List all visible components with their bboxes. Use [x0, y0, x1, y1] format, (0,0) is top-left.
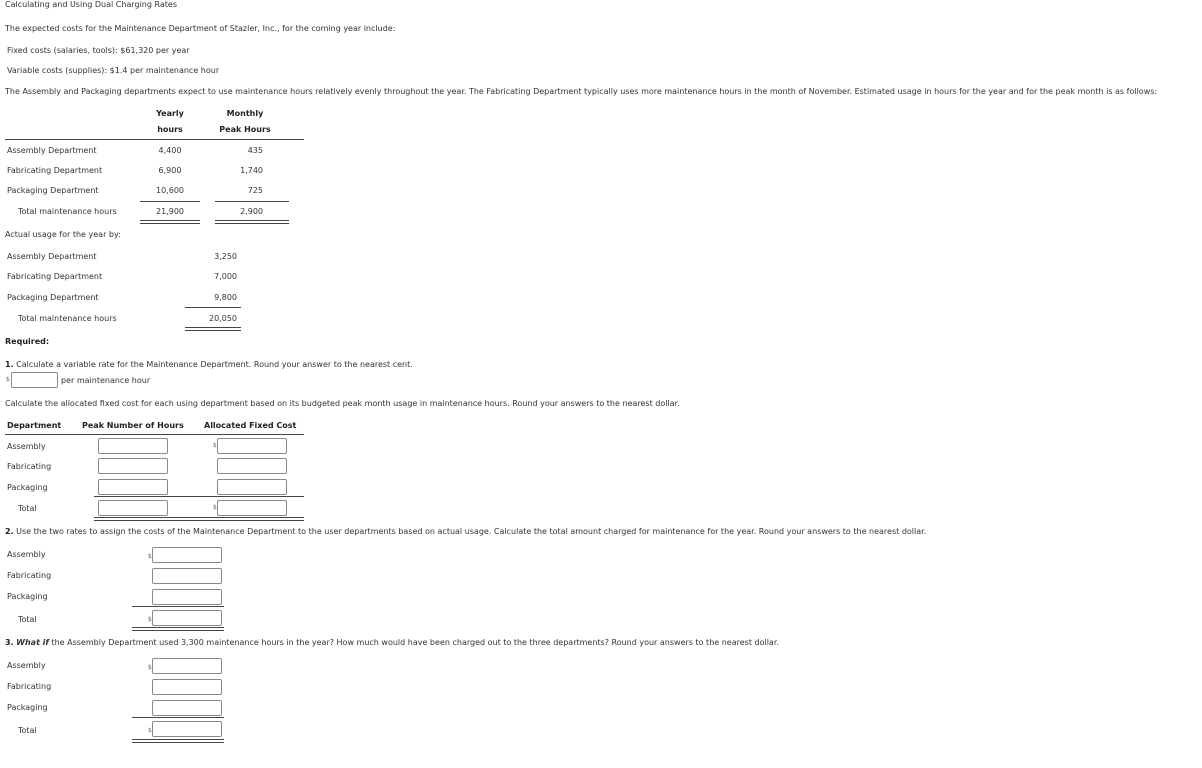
q2-packaging-input[interactable] [152, 589, 222, 605]
fixed-subtotal-rule [94, 496, 304, 497]
est-total-yearly: 21,900 [156, 207, 184, 216]
q2-row-label: Fabricating [7, 571, 52, 580]
actual-row-value: 9,800 [214, 293, 237, 302]
q3-number: 3. [5, 638, 14, 647]
q2-subtotal-rule [132, 606, 224, 607]
q2-row-label: Assembly [7, 550, 46, 559]
q3-row-label: Packaging [7, 703, 48, 712]
est-row-yearly: 4,400 [158, 146, 182, 155]
fixed-cost-instruction: Calculate the allocated fixed cost for each using department based on its budgeted peak month usage in maintenance hours. Round your answers to the nearest dollar. [5, 399, 680, 408]
usage-text: The Assembly and Packaging departments expect to use maintenance hours relatively evenly throughout the year. The Fabricating Department typically uses more maintenance hours in the month of November. Estimated usage in hours for the year and for the peak month is as follows: [5, 87, 1158, 96]
est-row-peak: 725 [247, 186, 263, 195]
subtotal-rule-peak [215, 201, 289, 202]
currency-symbol: $ [213, 504, 217, 511]
currency-symbol: $ [148, 727, 152, 734]
packaging-peak-hours-input[interactable] [98, 479, 168, 495]
est-row-peak: 1,740 [240, 166, 263, 175]
q2-instruction: Use the two rates to assign the costs of the Maintenance Department to the user departments based on actual usage. Calculate the total amount charged for maintenance for the year. Round your answers to the nearest dollar. [16, 527, 927, 536]
fixed-table-header-rule [5, 434, 304, 435]
q3-total-label: Total [18, 726, 37, 735]
est-row-yearly: 6,900 [158, 166, 182, 175]
q3-row-label: Assembly [7, 661, 46, 670]
currency-symbol: $ [148, 553, 152, 560]
actual-heading: Actual usage for the year by: [5, 230, 121, 239]
fixed-row-label: Fabricating [7, 462, 52, 471]
actual-row-label: Assembly Department [7, 252, 97, 261]
q2-total-double-rule [132, 627, 224, 631]
actual-row-value: 7,000 [214, 272, 237, 281]
q2-number: 2. [5, 527, 14, 536]
actual-row-label: Packaging Department [7, 293, 99, 302]
subtotal-rule-yearly [140, 201, 200, 202]
q1-instruction: Calculate a variable rate for the Maintenance Department. Round your answer to the nearest cent. [16, 360, 413, 369]
q3-fabricating-input[interactable] [152, 679, 222, 695]
peak-header-line1: Monthly [226, 109, 264, 118]
q2-text [5, 527, 926, 537]
q3-instruction: the Assembly Department used 3,300 maintenance hours in the year? How much would have been charged out to the three departments? Round your answers to the nearest dollar. [51, 638, 779, 647]
fixed-costs-text: Fixed costs (salaries, tools): $61,320 per year [7, 46, 190, 55]
assembly-fixed-cost-input[interactable] [217, 438, 287, 454]
q1-text [5, 360, 413, 370]
actual-total-value: 20,050 [209, 314, 237, 323]
currency-symbol: $ [213, 442, 217, 449]
q1-number: 1. [5, 360, 14, 369]
q2-fabricating-input[interactable] [152, 568, 222, 584]
q2-assembly-input[interactable] [152, 547, 222, 563]
est-row-peak: 435 [247, 146, 263, 155]
fabricating-fixed-cost-input[interactable] [217, 458, 287, 474]
page-title: Calculating and Using Dual Charging Rates [5, 0, 177, 9]
q2-total-label: Total [18, 615, 37, 624]
q3-assembly-input[interactable] [152, 658, 222, 674]
q3-row-label: Fabricating [7, 682, 52, 691]
q3-packaging-input[interactable] [152, 700, 222, 716]
actual-subtotal-rule [185, 307, 241, 308]
total-fixed-cost-input[interactable] [217, 500, 287, 516]
est-row-label: Packaging Department [7, 186, 99, 195]
fixed-total-double-rule [94, 517, 304, 521]
yearly-header-line1: Yearly [156, 109, 184, 118]
fixed-row-label: Packaging [7, 483, 48, 492]
q3-what-if: What if [16, 638, 49, 647]
currency-symbol: $ [148, 664, 152, 671]
fixed-total-label: Total [18, 504, 37, 513]
est-total-peak: 2,900 [240, 207, 263, 216]
est-total-label: Total maintenance hours [18, 207, 117, 216]
est-row-label: Fabricating Department [7, 166, 103, 175]
variable-rate-input[interactable] [11, 372, 58, 388]
total-double-rule-yearly [140, 220, 200, 224]
peak-header-line2: Peak Hours [219, 125, 271, 134]
est-row-label: Assembly Department [7, 146, 97, 155]
actual-row-label: Fabricating Department [7, 272, 103, 281]
packaging-fixed-cost-input[interactable] [217, 479, 287, 495]
q1-unit-label: per maintenance hour [61, 376, 151, 385]
variable-costs-text: Variable costs (supplies): $1.4 per maintenance hour [7, 66, 220, 75]
q3-total-input[interactable] [152, 721, 222, 737]
est-row-yearly: 10,600 [156, 186, 184, 195]
assembly-peak-hours-input[interactable] [98, 438, 168, 454]
col-header-peak-hours: Peak Number of Hours [82, 421, 184, 430]
yearly-header-line2: hours [157, 125, 183, 134]
q3-total-double-rule [132, 739, 224, 743]
required-heading: Required: [5, 337, 50, 346]
q2-total-input[interactable] [152, 610, 222, 626]
q3-text [5, 638, 779, 648]
total-peak-hours-input[interactable] [98, 500, 168, 516]
actual-total-double-rule [185, 327, 241, 331]
q2-row-label: Packaging [7, 592, 48, 601]
actual-total-label: Total maintenance hours [18, 314, 117, 323]
currency-symbol: $ [148, 616, 152, 623]
actual-row-value: 3,250 [214, 252, 237, 261]
fabricating-peak-hours-input[interactable] [98, 458, 168, 474]
intro-text: The expected costs for the Maintenance Department of Stazler, Inc., for the coming year include: [5, 24, 396, 33]
fixed-row-label: Assembly [7, 442, 46, 451]
total-double-rule-peak [215, 220, 289, 224]
col-header-department: Department [7, 421, 62, 430]
col-header-allocated-cost: Allocated Fixed Cost [204, 421, 297, 430]
table-header-rule [5, 139, 304, 140]
q3-subtotal-rule [132, 717, 224, 718]
q1-currency: $ [6, 376, 10, 383]
